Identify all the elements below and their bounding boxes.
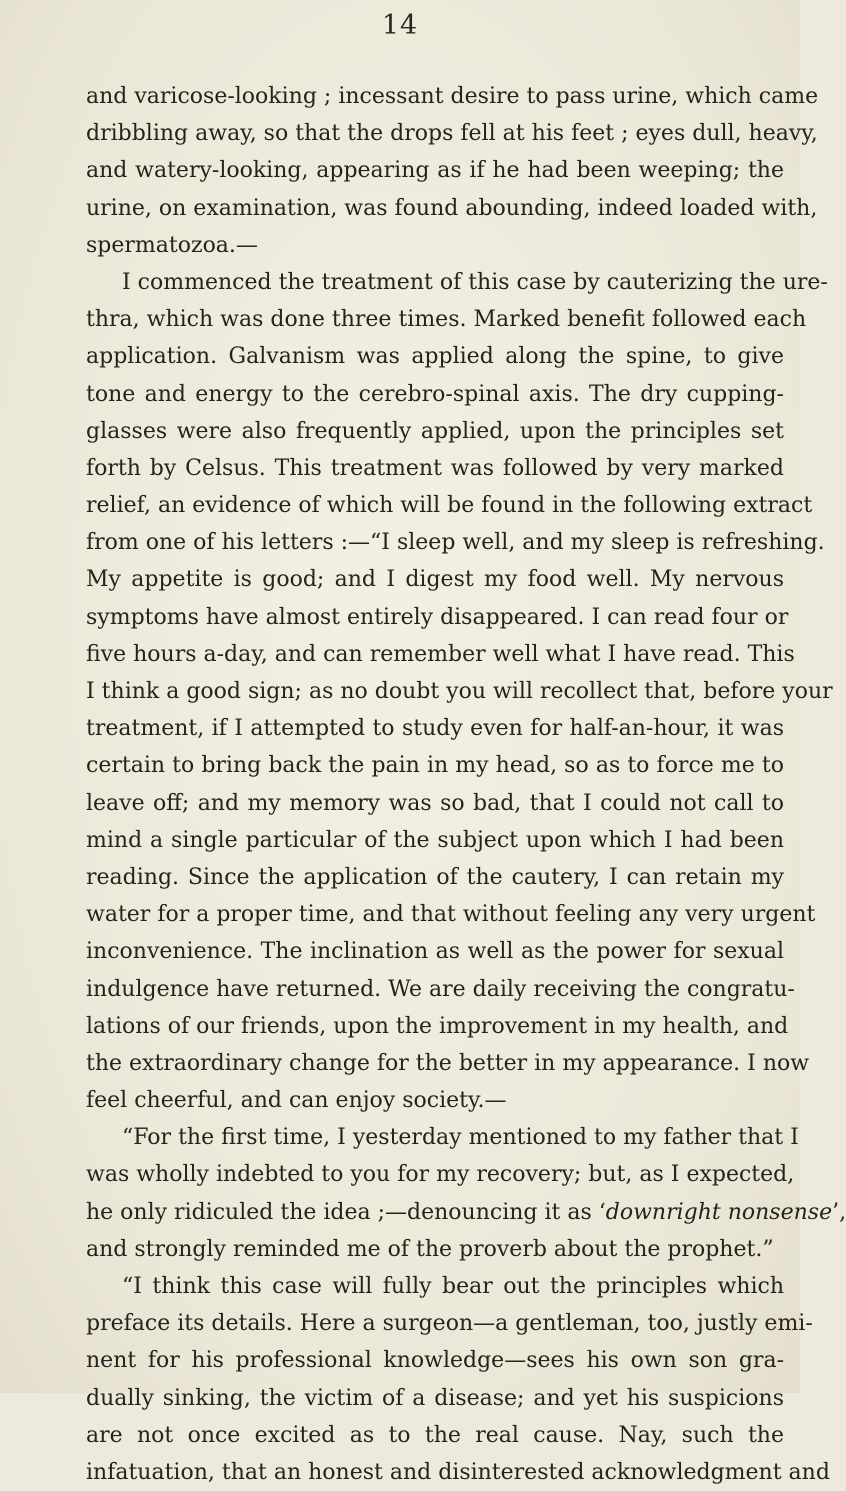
text-line: and watery-looking, appearing as if he had been weeping; the xyxy=(86,158,784,184)
text-line: are not once excited as to the real cause. Nay, such the xyxy=(86,1422,784,1448)
text-line: infatuation, that an honest and disinterested acknowledgment and xyxy=(86,1459,830,1485)
text-line: leave off; and my memory was so bad, that I could not call to xyxy=(86,790,784,816)
page-number: 14 xyxy=(381,10,419,41)
text-line-with-italic xyxy=(86,1194,846,1231)
text-line: treatment, if I attempted to study even for half-an-hour, it was xyxy=(86,716,784,742)
text-line: application. Galvanism was applied along the spine, to give xyxy=(86,344,784,370)
text-line: certain to bring back the pain in my head, so as to force me to xyxy=(86,753,784,779)
text-line: water for a proper time, and that without feeling any very urgent xyxy=(86,902,816,928)
text-line: “I think this case will fully bear out the principles which xyxy=(122,1274,784,1299)
text-line: and varicose-looking ; incessant desire to pass urine, which came xyxy=(86,84,819,109)
text-line: “For the first time, I yesterday mentioned to my father that I xyxy=(122,1125,799,1151)
text-line: relief, an evidence of which will be found in the following extract xyxy=(86,493,813,519)
text-line: nent for his professional knowledge—sees his own son gra- xyxy=(86,1348,784,1374)
text-line: thra, which was done three times. Marked benefit followed each xyxy=(86,307,807,333)
body-text xyxy=(86,78,846,1491)
text-line: the extraordinary change for the better in my appearance. I now xyxy=(86,1050,810,1076)
text-line: dribbling away, so that the drops fell at his feet ; eyes dull, heavy, xyxy=(86,121,818,147)
line-31-before: he only ridiculed the idea ;—denouncing it as ‘ xyxy=(86,1199,606,1225)
text-line: indulgence have returned. We are daily receiving the congratu- xyxy=(86,976,795,1002)
text-line: reading. Since the application of the cautery, I can retain my xyxy=(86,864,784,890)
text-line: glasses were also frequently applied, upon the principles set xyxy=(86,418,784,444)
text-line: spermatozoa.— xyxy=(86,232,258,258)
text-line: lations of our friends, upon the improvement in my health, and xyxy=(86,1013,789,1039)
text-line: mind a single particular of the subject upon which I had been xyxy=(86,827,784,853)
text-line: preface its details. Here a surgeon—a gentleman, too, justly emi- xyxy=(86,1311,813,1337)
text-line: five hours a-day, and can remember well what I have read. This xyxy=(86,641,795,667)
italic-phrase: downright nonsense xyxy=(605,1199,833,1225)
text-line: was wholly indebted to you for my recovery; but, as I expected, xyxy=(86,1162,795,1188)
text-line: dually sinking, the victim of a disease; and yet his suspicions xyxy=(86,1385,784,1411)
text-line: forth by Celsus. This treatment was followed by very marked xyxy=(86,455,784,481)
text-line: symptoms have almost entirely disappeared. I can read four or xyxy=(86,604,789,630)
line-31-after: ’, xyxy=(832,1199,846,1225)
text-line: feel cheerful, and can enjoy society.— xyxy=(86,1088,507,1114)
text-line: My appetite is good; and I digest my food well. My nervous xyxy=(86,567,784,593)
text-line: and strongly reminded me of the proverb about the prophet.” xyxy=(86,1236,774,1262)
text-line: inconvenience. The inclination as well as the power for sexual xyxy=(86,939,784,965)
text-line: urine, on examination, was found abounding, indeed loaded with, xyxy=(86,195,818,221)
text-line: I commenced the treatment of this case by cauterizing the ure- xyxy=(122,269,828,295)
text-line: I think a good sign; as no doubt you will recollect that, before your xyxy=(86,679,833,704)
text-line: tone and energy to the cerebro-spinal axis. The dry cupping- xyxy=(86,381,784,407)
text-line: from one of his letters :—“I sleep well, and my sleep is refreshing. xyxy=(86,530,825,556)
